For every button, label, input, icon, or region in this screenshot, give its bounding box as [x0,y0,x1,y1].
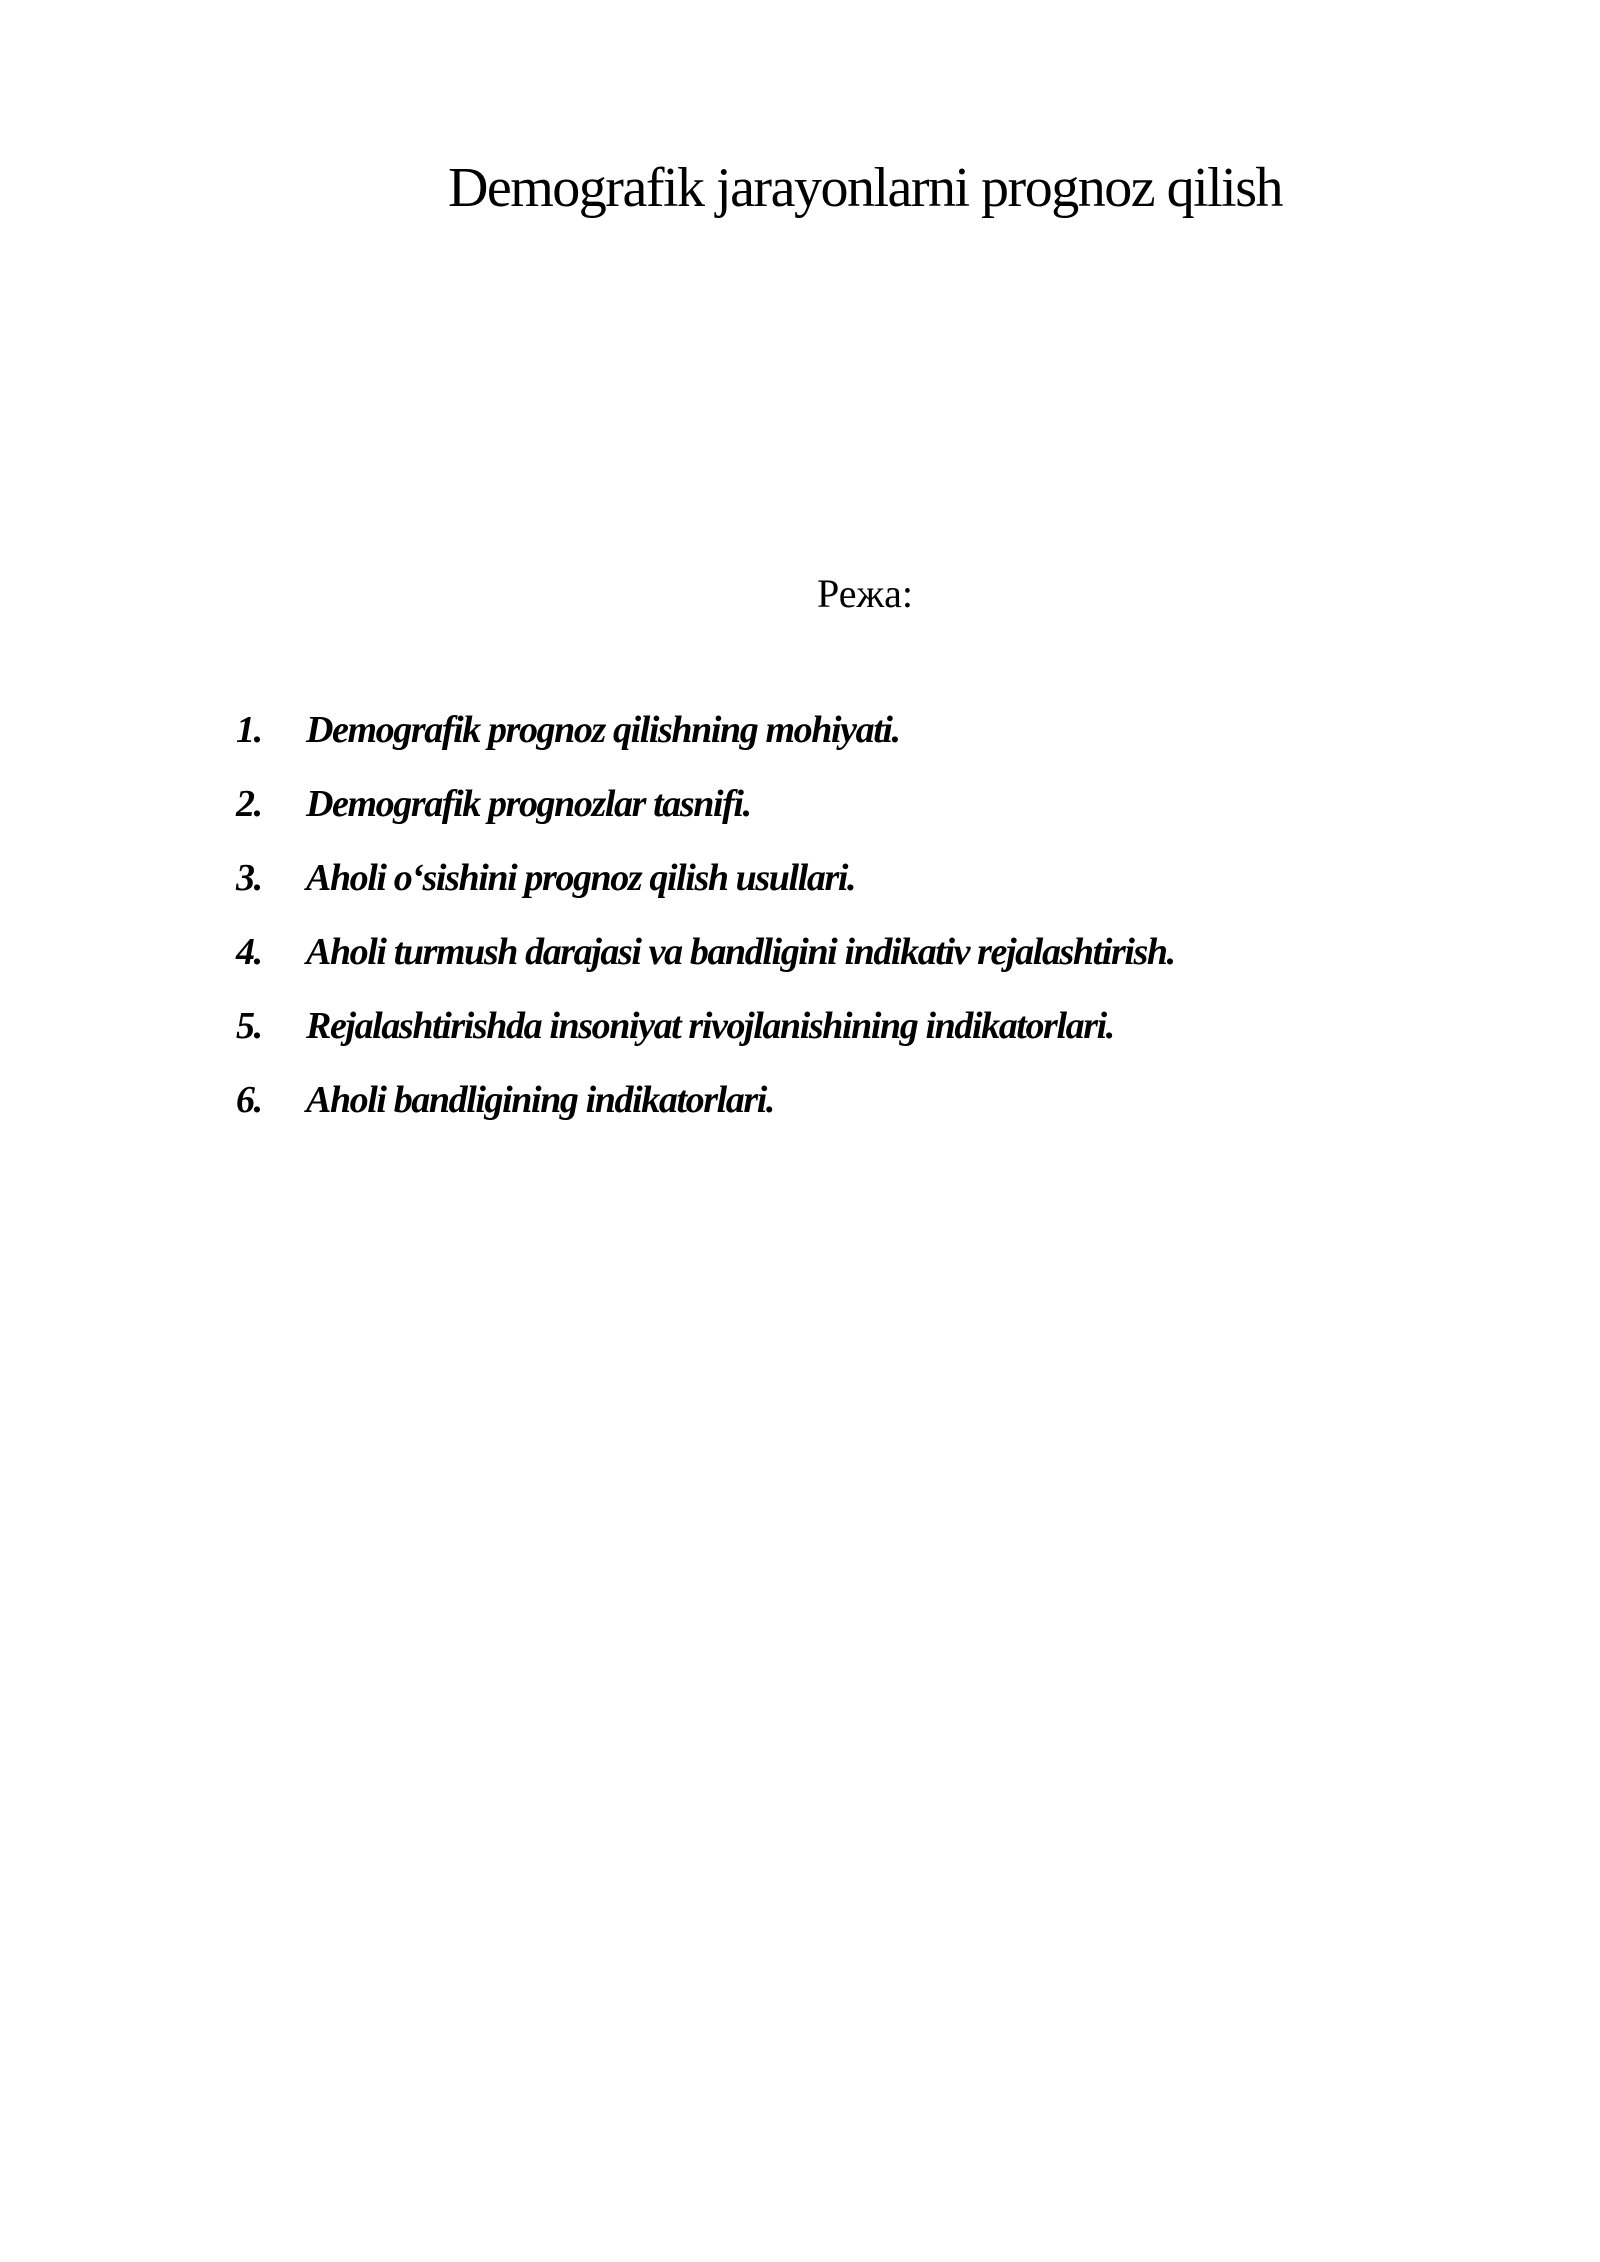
plan-item-text: Aholi o‘sishini prognoz qilish usullari. [306,857,856,899]
plan-item-2 [236,782,1436,856]
plan-item-number: 3. [236,857,262,899]
plan-item-6 [236,1078,1436,1152]
plan-item-5 [236,1004,1436,1078]
plan-heading: Режа: [817,571,913,616]
plan-item-number: 5. [236,1005,262,1047]
plan-item-4 [236,930,1436,1004]
page-title: Demografik jarayonlarni prognoz qilish [447,157,1283,219]
plan-item-text: Demografik prognoz qilishning mohiyati. [306,709,900,751]
plan-item-number: 1. [236,709,262,751]
plan-item-number: 2. [236,783,262,825]
plan-item-text: Rejalashtirishda insoniyat rivojlanishining indikatorlari. [306,1005,1114,1047]
plan-item-text: Aholi turmush darajasi va bandligini indikativ rejalashtirish. [306,931,1175,973]
plan-item-number: 4. [236,931,262,973]
plan-item-3 [236,856,1436,930]
plan-item-text: Aholi bandligining indikatorlari. [306,1079,775,1121]
plan-item-text: Demografik prognozlar tasnifi. [306,783,751,825]
plan-list [236,708,1436,1152]
plan-item-1 [236,708,1436,782]
plan-item-number: 6. [236,1079,262,1121]
